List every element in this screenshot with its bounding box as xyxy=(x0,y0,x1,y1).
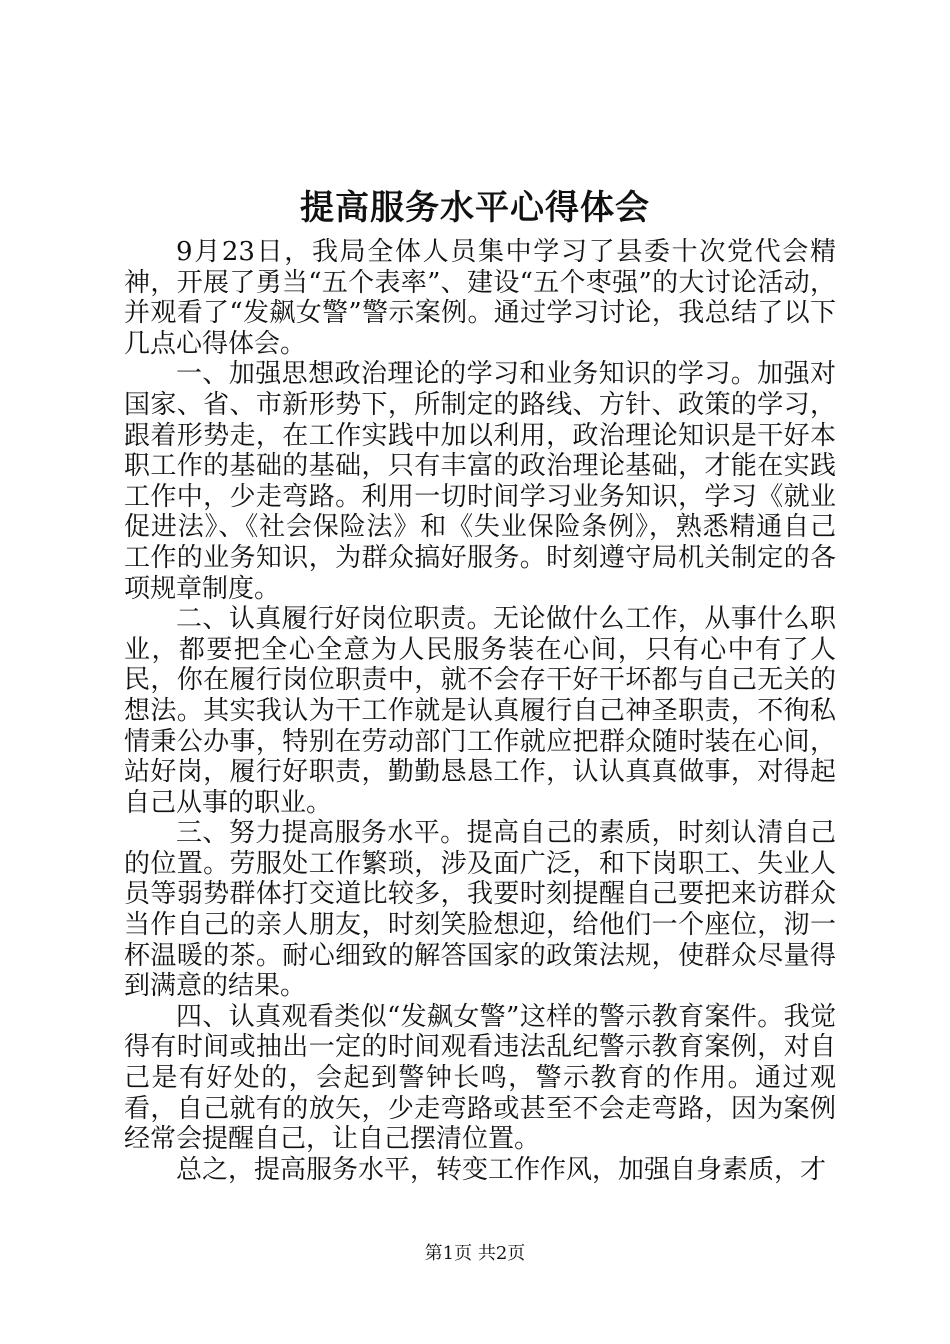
page-number-footer: 第1页 共2页 xyxy=(424,1243,526,1264)
paragraph-section-2: 二、认真履行好岗位职责。无论做什么工作，从事什么职业，都要把全心全意为人民服务装在心间，只有心中有了人民，你在履行岗位职责中，就不会存干好干坏都与自己无关的想法。其实我认为干工作就是认真履行自己神圣职责，不徇私情秉公办事，特别在劳动部门工作就应把群众随时装在心间，站好岗，履行好职责，勤勤恳恳工作，认认真真做事，对得起自己从事的职业。 xyxy=(124,604,836,818)
paragraph-section-1: 一、加强思想政治理论的学习和业务知识的学习。加强对国家、省、市新形势下，所制定的路线、方针、政策的学习，跟着形势走，在工作实践中加以利用，政治理论知识是干好本职工作的基础的基础，只有丰富的政治理论基础，才能在实践工作中，少走弯路。利用一切时间学习业务知识，学习《就业促进法》、《社会保险法》和《失业保险条例》，熟悉精通自己工作的业务知识，为群众搞好服务。时刻遵守局机关制定的各项规章制度。 xyxy=(124,359,836,604)
paragraph-intro: 9月23日，我局全体人员集中学习了县委十次党代会精神，开展了勇当“五个表率”、建设“五个枣强”的大讨论活动，并观看了“发飙女警”警示案例。通过学习讨论，我总结了以下几点心得体会。 xyxy=(124,237,836,359)
paragraph-section-4: 四、认真观看类似“发飙女警”这样的警示教育案件。我觉得有时间或抽出一定的时间观看违法乱纪警示教育案例，对自己是有好处的，会起到警钟长鸣，警示教育的作用。通过观看，自己就有的放矢，少走弯路或甚至不会走弯路，因为案例经常会提醒自己，让自己摆清位置。 xyxy=(124,1001,836,1155)
document-body xyxy=(124,237,836,1185)
document-title: 提高服务水平心得体会 xyxy=(300,188,650,228)
paragraph-conclusion: 总之，提高服务水平，转变工作作风，加强自身素质，才 xyxy=(176,1154,827,1185)
paragraph-section-3: 三、努力提高服务水平。提高自己的素质，时刻认清自己的位置。劳服处工作繁琐，涉及面广泛，和下岗职工、失业人员等弱势群体打交道比较多，我要时刻提醒自己要把来访群众当作自己的亲人朋友，时刻笑脸想迎，给他们一个座位，沏一杯温暖的茶。耐心细致的解答国家的政策法规，使群众尽量得到满意的结果。 xyxy=(124,818,836,1002)
